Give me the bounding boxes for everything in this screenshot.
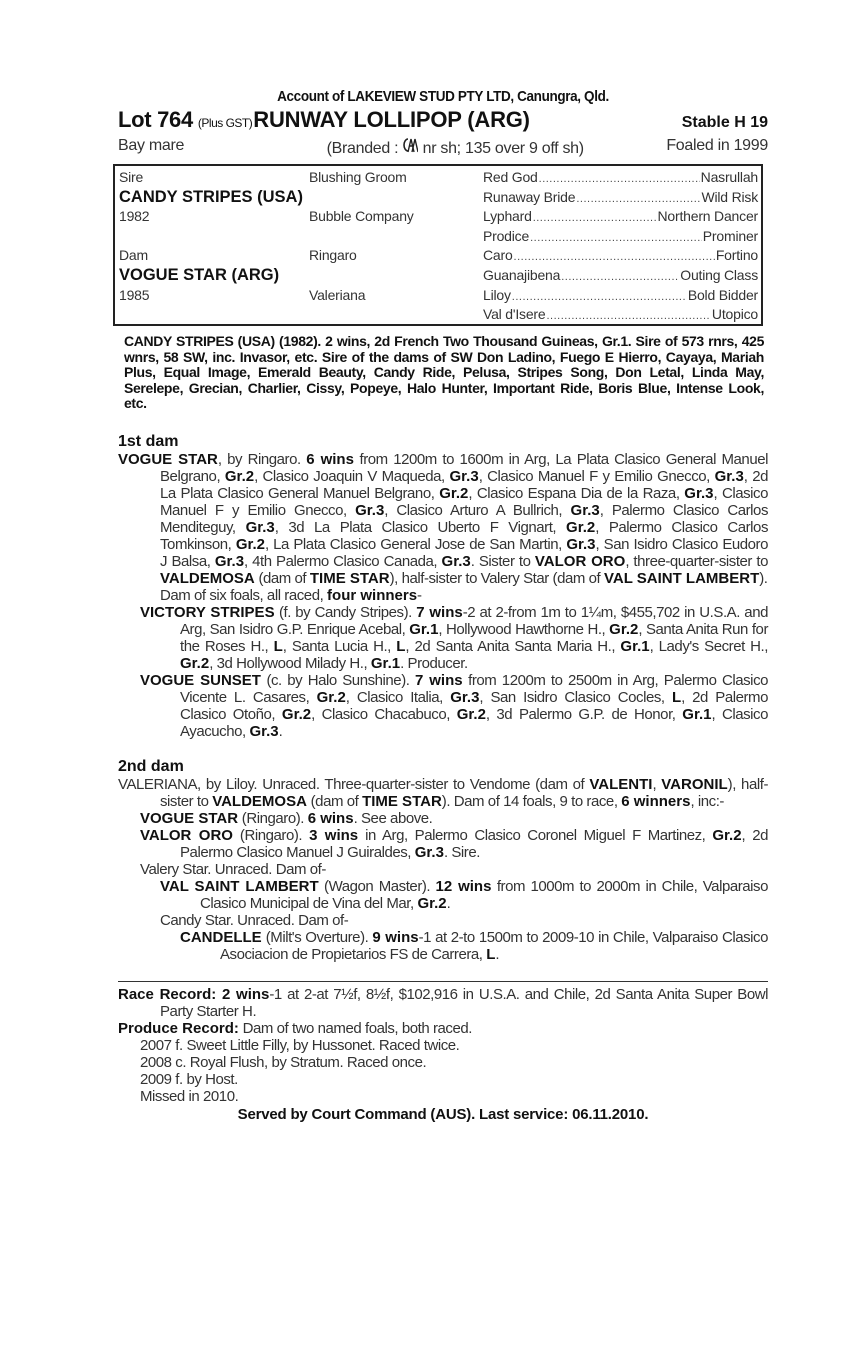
bold-text: Gr.2 [180,654,210,672]
leader-dots [514,246,715,266]
text-run: . [278,722,283,740]
pedigree-grandparent-cell: Bubble Company [309,208,414,225]
bold-text: Gr.3 [214,552,245,570]
great-great-grandsire: Utopico [711,306,758,323]
bold-text: CANDELLE [180,928,262,946]
text-run: , Clasico Espana Dia de la Raza, [468,484,685,502]
bold-text: Gr.2 [439,484,469,502]
progeny-candelle [118,929,768,963]
text-run: , Clasico Manuel F y Emilio Gnecco, [478,467,715,485]
text-run: Candy Star. Unraced. Dam of- [160,911,349,929]
pedigree-row [483,168,758,188]
leader-dots [512,286,687,306]
bold-text: Gr.1 [409,620,439,638]
leader-dots [576,188,700,208]
bold-text: four winners [327,586,418,604]
bold-text: Gr.3 [570,501,600,519]
text-run: (f. by Candy Stripes). [274,603,417,621]
text-run: , 2d Palermo Clasico Manuel J Guiraldes, [180,826,768,861]
text-run: . See above. [353,809,433,827]
lot-number: Lot 764 [118,107,193,132]
text-run: -2 at 2-from 1m to 1¼m, $455,702 in U.S.A. and Arg, San Isidro G.P. Enrique Acebal, [180,603,768,638]
text-run: (Wagon Master). [318,877,436,895]
section-divider [118,981,768,982]
sex-colour: Bay mare [118,137,185,154]
text-run: . Producer. [400,654,468,672]
text-run: from 1000m to 2000m in Chile, Valparaiso Clasico Municipal de Vina del Mar, [200,877,768,912]
second-dam-heading: 2nd dam [118,757,184,775]
text-run: , by Ringaro. [217,450,307,468]
pedigree-grandparent-cell: Ringaro [309,247,357,264]
text-run: ). Dam of 14 foals, 9 to race, [441,792,622,810]
bold-text: Gr.2 [566,518,596,536]
pedigree-row [119,188,479,208]
produce-item: 2009 f. by Host. [140,1070,238,1088]
great-great-grandsire: Outing Class [680,266,758,283]
bold-text: VARONIL [661,775,728,793]
text-run: , 2d Palermo Clasico Otoño, [180,688,768,723]
bold-text: Gr.1 [370,654,401,672]
pedigree-parent-cell: 1985 [119,286,150,303]
text-run: , Hollywood Hawthorne H., [438,620,610,638]
pedigree-grandparents [483,168,758,325]
great-grandsire: Runaway Bride [483,188,576,205]
horse-name: RUNWAY LOLLIPOP (ARG) [253,107,530,132]
vendor-account: Account of LAKEVIEW STUD PTY LTD, Canungra, Qld. [277,88,609,105]
brand-info [327,137,584,158]
branded-label: (Branded : [326,140,399,157]
bold-text: 7 wins [416,603,463,621]
text-run: in Arg, Palermo Clasico Coronel Miguel F Martinez, [358,826,713,844]
second-dam-record [118,776,768,810]
text-run: Valery Star. Unraced. Dam of- [140,860,326,878]
bold-text: Gr.2 [417,894,447,912]
text-run: , La Plata Clasico General Jose de San Martin, [265,535,567,553]
bold-text: Gr.3 [714,467,744,485]
pedigree-row [119,305,479,325]
text-run: -1 at 2-at 7½f, 8½f, $102,916 in U.S.A. and Chile, 2d Santa Anita Super Bowl Party Starter H. [160,985,769,1020]
text-run: (Milt's Overture). [261,928,373,946]
bold-text: Gr.2 [609,620,639,638]
sire-summary: CANDY STRIPES (USA) (1982). 2 wins, 2d French Two Thousand Guineas, Gr.1. Sire of 573 rnrs, 425 wnrs, 58 SW, inc. Invasor, etc. Sire of the dams of SW Don Ladino, Fuego E Hierro, Cayaya, Mariah Plus, Equal Image, Emerald Beauty, Candy Ride, Pelusa, Stripes Song, Don Letal, Linda May, Serelepe, Grecian, Charlier, Cissy, Popeye, Halo Hunter, Important Ride, Boris Blue, Intense Look, etc. [124,333,764,411]
pedigree-grandparent-cell: Valeriana [309,286,366,303]
text-run: , [652,775,662,793]
bold-text: VALDEMOSA [160,569,255,587]
horse-description [118,137,768,158]
text-run: , Clasico Arturo A Bullrich, [384,501,571,519]
progeny-valery-star [118,861,768,878]
pedigree-parent-cell: Sire [119,169,144,185]
text-run: (dam of [254,569,310,587]
pedigree-row [483,207,758,227]
text-run: VALERIANA, by Liloy. Unraced. Three-quarter-sister to Vendome (dam of [118,775,590,793]
progeny-vogue-star [118,810,768,827]
bold-text: 3 wins [309,826,359,844]
text-run: from 1200m to 1600m in Arg, La Plata Clasico General Manuel Belgrano, [160,450,768,485]
pedigree-row [483,227,758,247]
text-run: . [495,945,500,963]
bold-text: VAL SAINT LAMBERT [160,877,319,895]
text-run: (Ringaro). [238,809,308,827]
progeny-val-saint-lambert [118,878,768,912]
bold-text: Gr.3 [249,722,279,740]
foal-vogue-sunset [118,672,768,740]
bold-text: L [486,945,496,963]
great-grandsire: Caro [483,247,513,264]
first-dam-record [118,451,768,587]
produce-item: 2007 f. Sweet Little Filly, by Hussonet. Raced twice. [140,1036,460,1054]
text-run: , Clasico Italia, [345,688,451,706]
bold-text: Gr.3 [245,518,275,536]
bold-text: Gr.3 [441,552,471,570]
text-run: , 3d Hollywood Milady H., [209,654,371,672]
text-run: , San Isidro Clasico Cocles, [479,688,672,706]
pedigree-row [119,168,479,188]
foal-victory-stripes [118,604,768,672]
text-run: ). [759,569,768,587]
text-run: (dam of [306,792,363,810]
pedigree-row [483,246,758,266]
text-run: , Palermo Clasico Carlos Tomkinson, [160,518,769,553]
text-run: . Sire. [443,843,480,861]
pedigree-row [119,286,479,306]
great-great-grandsire: Prominer [702,227,758,244]
pedigree-parents [119,168,479,325]
leader-dots [539,168,700,188]
text-run: ), half-sister to [160,775,768,810]
great-grandsire: Guanajibena [483,266,561,283]
great-grandsire: Lyphard [483,208,532,225]
bold-text: VICTORY STRIPES [140,603,275,621]
great-grandsire: Prodice [483,227,530,244]
bold-text: L [671,688,682,706]
text-run: . Sister to [470,552,535,570]
great-great-grandsire: Northern Dancer [657,208,758,225]
text-run: ), half-sister to Valery Star (dam of [389,569,604,587]
bold-text: VALOR ORO [534,552,626,570]
stable-location: Stable H 19 [681,114,768,131]
great-grandsire: Red God [483,169,538,185]
great-great-grandsire: Wild Risk [701,188,758,205]
bold-text: 12 wins [435,877,492,895]
bold-text: 6 wins [307,809,354,827]
text-run: . [446,894,451,912]
produce-item: Missed in 2010. [140,1087,239,1105]
branded-detail: nr sh; 135 over 9 off sh) [422,140,584,157]
text-run: , Santa Anita Run for the Roses H., [180,620,768,655]
bold-text: Race Record: 2 wins [118,985,270,1003]
bold-text: Gr.3 [355,501,385,519]
pedigree-grandparent-cell: Blushing Groom [309,169,407,185]
leader-dots [546,305,710,325]
lot-header [118,107,768,135]
pedigree-row [119,207,479,227]
produce-item: 2008 c. Royal Flush, by Stratum. Raced once. [140,1053,427,1071]
text-run: , Palermo Clasico Carlos Menditeguy, [160,501,769,536]
bold-text: Gr.2 [235,535,265,553]
bold-text: Produce Record: [118,1019,239,1037]
bold-text: VOGUE STAR [118,450,218,468]
bold-text: 6 wins [306,450,354,468]
great-great-grandsire: Nasrullah [700,169,758,185]
bold-text: TIME STAR [362,792,442,810]
first-dam-produce-summary [118,587,768,604]
leader-dots [530,227,702,247]
bold-text: VALENTI [589,775,653,793]
pedigree-row [119,227,479,247]
bold-text: VALDEMOSA [212,792,307,810]
bold-text: 7 wins [414,671,463,689]
text-run: , Clasico Ayacucho, [180,705,769,740]
progeny-valor-oro [118,827,768,861]
served-by: Served by Court Command (AUS). Last service: 06.11.2010. [237,1105,649,1123]
produce-record [118,1020,768,1037]
text-run: , Santa Lucia H., [282,637,397,655]
catalogue-page [118,88,768,1124]
bold-text: Gr.3 [450,688,480,706]
pedigree-row [483,188,758,208]
text-run: -1 at 2-to 1500m to 2009-10 in Chile, Valparaiso Clasico Asociacion de Propietarios FS de Carrera, [220,928,768,963]
great-grandsire: Val d'Isere [483,306,546,323]
bold-text: Gr.3 [684,484,714,502]
great-great-grandsire: Fortino [715,247,758,264]
bold-text: Gr.2 [456,705,486,723]
text-run: , San Isidro Clasico Eudoro J Balsa, [160,535,768,570]
leader-dots [533,207,657,227]
text-run: , 2d La Plata Clasico General Manuel Belgrano, [160,467,769,502]
text-run: from 1200m to 2500m in Arg, Palermo Clasico Vicente L. Casares, [180,671,769,706]
bold-text: Gr.3 [414,843,444,861]
pedigree-parent-cell: CANDY STRIPES (USA) [119,187,303,206]
text-run: , Lady's Secret H., [649,637,768,655]
bold-text: Gr.1 [682,705,712,723]
text-run: , 2d Santa Anita Santa Maria H., [405,637,621,655]
pedigree-row [119,246,479,266]
pedigree-row [119,266,479,286]
bold-text: Gr.3 [449,467,479,485]
bold-text: Gr.1 [620,637,650,655]
pedigree-parent-cell: VOGUE STAR (ARG) [119,265,280,284]
text-run: (Ringaro). [232,826,310,844]
race-record [118,986,768,1020]
produce-list [118,1037,768,1105]
text-run: (c. by Halo Sunshine). [260,671,415,689]
pedigree-parent-cell: 1982 [119,208,150,225]
pedigree-table [113,164,763,326]
text-run: , Clasico Manuel F y Emilio Gnecco, [160,484,768,519]
bold-text: 9 wins [372,928,419,946]
text-run: , 3d La Plata Clasico Uberto F Vignart, [274,518,567,536]
pedigree-row [483,266,758,286]
pedigree-row [483,305,758,325]
bold-text: TIME STAR [309,569,390,587]
gst-note: (Plus GST) [197,116,253,130]
bold-text: VALOR ORO [140,826,233,844]
bold-text: Gr.2 [281,705,312,723]
great-grandsire: Liloy [483,286,511,303]
great-great-grandsire: Bold Bidder [687,286,758,303]
bold-text: Gr.3 [566,535,596,553]
text-run: , Clasico Chacabuco, [311,705,457,723]
bold-text: Gr.2 [316,688,346,706]
text-run: Dam of two named foals, both raced. [238,1019,472,1037]
bold-text: L [273,637,283,655]
bold-text: VOGUE STAR [140,809,239,827]
brand-mark-icon [402,137,418,154]
foaled-year: Foaled in 1999 [666,137,768,154]
text-run: , 4th Palermo Clasico Canada, [244,552,442,570]
leader-dots [561,266,679,286]
progeny-candy-star [118,912,768,929]
first-dam-heading: 1st dam [118,432,179,450]
text-run: , 3d Palermo G.P. de Honor, [485,705,683,723]
pedigree-parent-cell: Dam [119,247,148,264]
bold-text: Gr.2 [224,467,255,485]
bold-text: 6 winners [621,792,691,810]
bold-text: L [396,637,406,655]
text-run: Dam of six foals, all raced, [160,586,328,604]
text-run: , inc:- [690,792,724,810]
bold-text: VOGUE SUNSET [140,671,261,689]
pedigree-row [483,286,758,306]
text-run: , Clasico Joaquin V Maqueda, [254,467,450,485]
text-run: , three-quarter-sister to [625,552,768,570]
text-run: - [417,586,422,604]
bold-text: VAL SAINT LAMBERT [603,569,760,587]
bold-text: Gr.2 [712,826,742,844]
